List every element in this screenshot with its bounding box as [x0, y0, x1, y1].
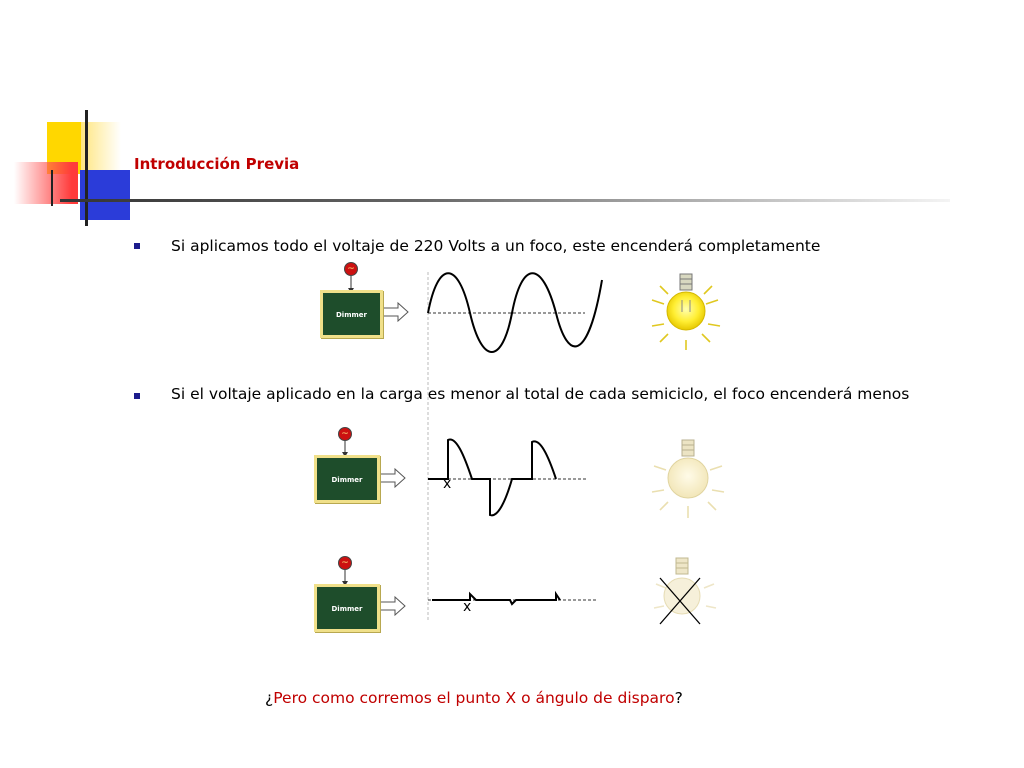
question-open-mark: ¿ [265, 689, 274, 707]
firing-point-marker: x [443, 476, 452, 492]
dimmer-label: Dimmer [331, 476, 363, 484]
ac-source-icon: ~ [338, 427, 352, 441]
off-bulb-icon [654, 558, 716, 624]
dimmer-label: Dimmer [336, 311, 367, 319]
bright-bulb-icon [652, 274, 720, 350]
question-text [265, 689, 683, 707]
dimmer-box [320, 290, 383, 338]
page-title: Introducción Previa [134, 155, 300, 173]
bullet-text-2: Si el voltaje aplicado en la carga es menor al total de cada semiciclo, el foco encenderá menos [171, 385, 910, 403]
flat-wave [432, 594, 560, 604]
dimmer-box [314, 584, 380, 632]
bullet-text-1: Si aplicamos todo el voltaje de 220 Volts a un foco, este encenderá completamente [171, 237, 821, 255]
diagram-2 [342, 439, 724, 518]
ac-source-icon: ~ [338, 556, 352, 570]
output-arrow [380, 469, 405, 487]
question-body: Pero como corremos el punto X o ángulo de disparo [273, 689, 675, 707]
diagram-3 [342, 558, 716, 624]
question-close-mark: ? [674, 689, 683, 707]
dimmer-label: Dimmer [331, 605, 363, 613]
firing-point-marker: x [463, 599, 472, 615]
output-arrow [380, 597, 405, 615]
dimmer-box [314, 455, 380, 503]
dim-bulb-icon [652, 440, 724, 518]
ac-source-icon: ~ [344, 262, 358, 276]
output-arrow [383, 303, 408, 321]
diagram-1 [348, 273, 720, 352]
